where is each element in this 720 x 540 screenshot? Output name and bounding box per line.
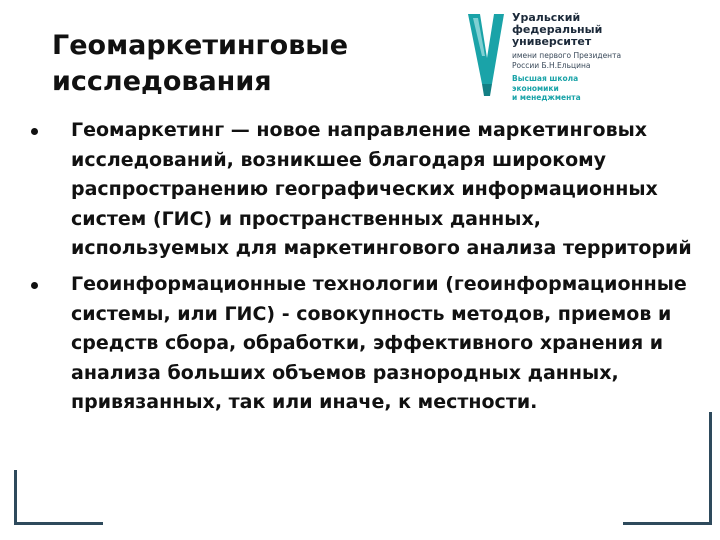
school-name-line-3: и менеджмента [512,93,581,102]
bullet-text: Геоинформационные технологии (геоинформационные системы, или ГИС) - совокупность методов, приемов и средств сбора, обработки, эффективного хранения и анализа больших объемов разнородных данных, привязанных, так или иначе, к местности. [71,272,687,414]
bullet-list [28,116,698,424]
corner-frame-bottom-left [14,470,103,525]
university-subtitle-line-2: России Б.Н.Ельцина [512,60,591,70]
university-subtitle-line-1: имени первого Президента [512,51,622,60]
school-name [512,74,662,103]
university-name [512,12,662,48]
bullet-text: Геомаркетинг — новое направление маркетинговых исследований, возникшее благодаря широкому распространению географических информационных систем (ГИС) и пространственных данных, используемых для маркетингового анализа территорий [71,119,692,260]
school-name-line-1: Высшая школа [512,74,579,83]
university-name-line-2: федеральный [512,23,603,36]
school-name-line-2: экономики [512,83,559,93]
university-logo [466,12,666,112]
corner-frame-bottom-right [623,412,712,525]
university-logo-mark-icon [466,12,506,98]
slide-title-line-2: исследования [52,66,272,97]
university-subtitle [512,51,662,70]
bullet-item-geoinformation [28,270,698,418]
university-logo-text [512,12,662,103]
bullet-item-geomarketing [28,116,698,264]
university-name-line-1: Уральский [512,11,581,24]
university-name-line-3: университет [512,35,592,48]
bullet-icon [31,282,38,289]
bullet-icon [31,128,38,135]
slide-title [52,28,432,100]
slide-title-line-1: Геомаркетинговые [52,30,349,61]
